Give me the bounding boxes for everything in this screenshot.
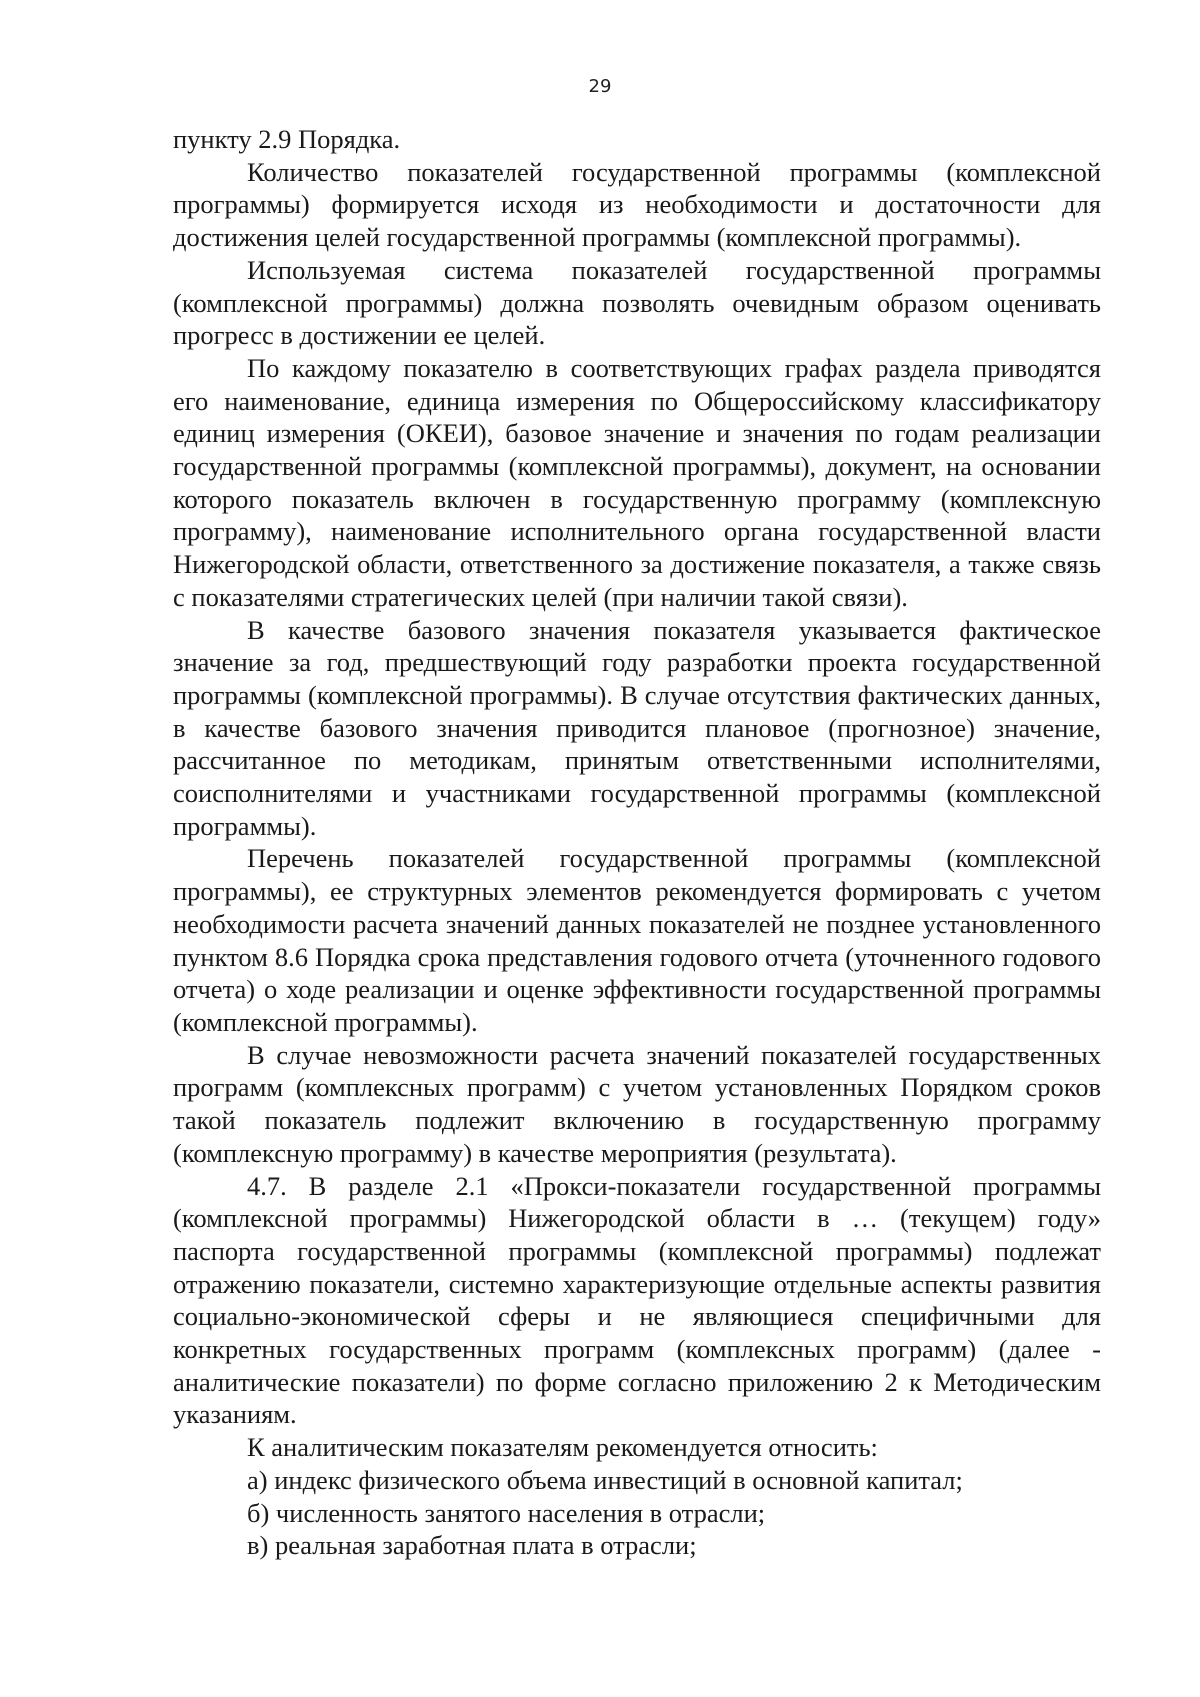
- list-item: б) численность занятого населения в отрасли;: [247, 1497, 766, 1528]
- paragraph: В случае невозможности расчета значений показателей государственных программ (комплексных программ) с учетом установленных Порядком сроков такой показатель подлежит включению в государственную программу (комплексную программу) в качестве мероприятия (результата).: [173, 1039, 1101, 1168]
- page-number: 29: [588, 76, 612, 97]
- paragraph: Перечень показателей государственной программы (комплексной программы), ее структурных элементов рекомендуется формировать с учетом необходимости расчета значений данных показателей не позднее установленного пунктом 8.6 Порядка срока представления годового отчета (уточненного годового отчета) о ходе реализации и оценке эффективности государственной программы (комплексной программы).: [173, 843, 1101, 1037]
- list-item: а) индекс физического объема инвестиций в основной капитал;: [247, 1464, 963, 1495]
- paragraph: пункту 2.9 Порядка.: [173, 124, 401, 154]
- paragraph: В качестве базового значения показателя указывается фактическое значение за год, предшествующий году разработки проекта государственной программы (комплексной программы). В случае отсутствия фактических данных, в качестве базового значения приводится плановое (прогнозное) значение, рассчитанное по методикам, принятым ответственными исполнителями, соисполнителями и участниками государственной программы (комплексной программы).: [173, 614, 1101, 841]
- paragraph: Количество показателей государственной программы (комплексной программы) формируется исходя из необходимости и достаточности для достижения целей государственной программы (комплексной программы).: [173, 156, 1101, 253]
- paragraph: К аналитическим показателям рекомендуется относить:: [247, 1432, 878, 1463]
- paragraph: По каждому показателю в соответствующих графах раздела приводятся его наименование, единица измерения по Общероссийскому классификатору единиц измерения (ОКЕИ), базовое значение и значения по годам реализации государственной программы (комплексной программы), документ, на основании которого показатель включен в государственную программу (комплексную программу), наименование исполнительного органа государственной власти Нижегородской области, ответственного за достижение показателя, а также связь с показателями стратегических целей (при наличии такой связи).: [173, 352, 1101, 612]
- list-item: в) реальная заработная плата в отрасли;: [247, 1530, 697, 1561]
- paragraph: 4.7. В разделе 2.1 «Прокси-показатели государственной программы (комплексной программы) Нижегородской области в … (текущем) году» паспорта государственной программы (комплексной программы) подлежат отражению показатели, системно характеризующие отдельные аспекты развития социально-экономической сферы и не являющиеся специфичными для конкретных государственных программ (комплексных программ) (далее - аналитические показатели) по форме согласно приложению 2 к Методическим указаниям.: [173, 1170, 1101, 1430]
- document-body: [173, 123, 1101, 1562]
- paragraph: Используемая система показателей государственной программы (комплексной программы) должна позволять очевидным образом оценивать прогресс в достижении ее целей.: [173, 254, 1101, 351]
